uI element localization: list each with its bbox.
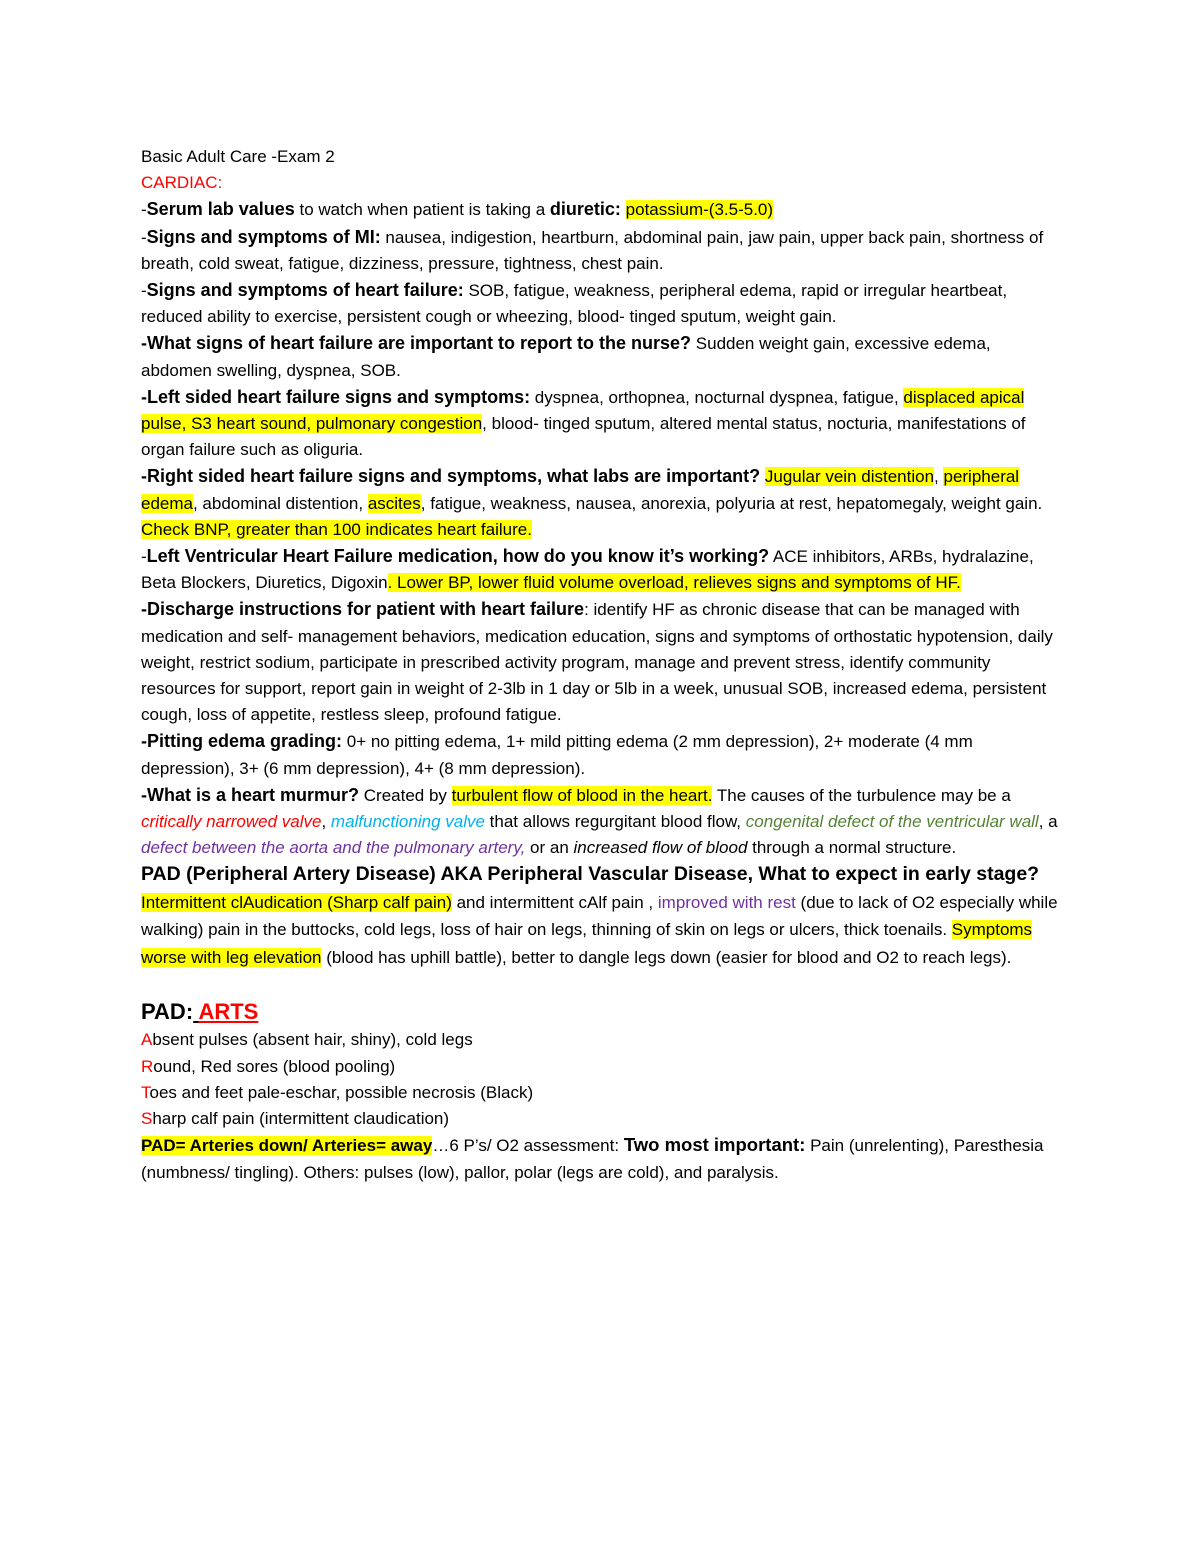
highlight-potassium: potassium-(3.5-5.0) — [625, 200, 774, 220]
paragraph-pitting-edema — [141, 728, 1066, 781]
arts-item-t — [141, 1080, 1066, 1106]
paragraph-hf-symptoms — [141, 277, 1066, 330]
paragraph-pad-summary — [141, 1132, 1066, 1185]
text: and intermittent cAlf pain , — [451, 892, 658, 912]
label-diuretic: diuretic: — [549, 199, 621, 220]
text: harp calf pain (intermittent claudication) — [152, 1109, 450, 1129]
highlight-turbulent-flow: turbulent flow of blood in the heart. — [451, 785, 713, 805]
cause-narrowed-valve: critically narrowed valve — [141, 812, 322, 832]
label-murmur: -What is a heart murmur? — [141, 784, 360, 805]
text: - — [141, 547, 147, 567]
document-body — [141, 144, 1066, 1186]
text: bsent pulses (absent hair, shiny), cold legs — [152, 1030, 473, 1050]
text: T — [141, 1082, 150, 1102]
text: ACE inhibitors, ARBs, hydralazine, Beta Blockers, Diuretics, Digoxin — [141, 547, 1034, 593]
paragraph-left-hf — [141, 384, 1066, 464]
paragraph-lvhf-medication — [141, 543, 1066, 596]
arts-acronym: ARTS — [198, 999, 259, 1025]
arts-item-a — [141, 1027, 1066, 1053]
text: PAD: — [141, 999, 194, 1025]
text: Sudden weight gain, excessive edema, abdomen swelling, dyspnea, SOB. — [141, 334, 991, 380]
label-report: -What signs of heart failure are important to report to the nurse? — [141, 333, 692, 354]
text: nausea, indigestion, heartburn, abdominal pain, jaw pain, upper back pain, shortness of breath, cold sweat, fatigue, dizziness, pressure, tightness, chest pain. — [141, 227, 1044, 273]
cause-malfunctioning-valve: malfunctioning valve — [330, 812, 485, 832]
highlight-lvhf-working: . Lower BP, lower fluid volume overload, relieves signs and symptoms of HF. — [387, 573, 961, 593]
section-heading-cardiac: CARDIAC: — [141, 173, 223, 193]
text: The causes of the turbulence may be a — [712, 785, 1011, 805]
paragraph-heart-murmur — [141, 782, 1066, 862]
text: 0+ no pitting edema, 1+ mild pitting edema (2 mm depression), 2+ moderate (4 mm depression), 3+ (6 mm depression), 4+ (8 mm depression). — [141, 732, 973, 778]
paragraph-pad — [141, 861, 1066, 971]
text: , blood- tinged sputum, altered mental status, nocturia, manifestations of organ failure such as oliguria. — [141, 414, 1026, 460]
text: - — [141, 281, 147, 301]
text: - — [141, 227, 147, 247]
paragraph-report-signs — [141, 330, 1066, 383]
highlight-peripheral-edema: peripheral edema — [141, 467, 1020, 513]
text: , abdominal distention, — [192, 493, 368, 513]
arts-item-s — [141, 1106, 1066, 1132]
highlight-ascites: ascites — [367, 493, 421, 513]
text: : identify HF as chronic disease that can be managed with medication and self- management behaviors, medication education, signs and symptoms of orthostatic hypotension, daily weight, restrict sodium, participate in prescribed activity program, manage and prevent stress, identify community resources for support, report gain in weight of 2-3lb in 1 day or 5lb in a week, unusual SOB, increased edema, persistent cough, loss of appetite, restless sleep, profound fatigue. — [141, 600, 1053, 725]
text-improved-with-rest: improved with rest — [657, 892, 796, 912]
text: , a — [1038, 812, 1058, 832]
label-pad: PAD (Peripheral Artery Disease) AKA Peripheral Vascular Disease, What to expect in early stage? — [141, 863, 1040, 886]
text: , fatigue, weakness, nausea, anorexia, polyuria at rest, hepatomegaly, weight gain. — [420, 493, 1043, 513]
text: ound, Red sores (blood pooling) — [153, 1056, 396, 1076]
cause-aorta-defect: defect between the aorta and the pulmonary artery, — [141, 838, 526, 858]
label-discharge: -Discharge instructions for patient with heart failure — [141, 599, 585, 620]
text: , — [934, 467, 944, 487]
text: - — [141, 200, 147, 220]
highlight-jvd: Jugular vein distention — [764, 467, 935, 487]
text: R — [141, 1056, 154, 1076]
text: oes and feet pale-eschar, possible necrosis (Black) — [149, 1082, 534, 1102]
arts-item-r — [141, 1054, 1066, 1080]
text: A — [141, 1030, 153, 1050]
label-lvhf: Left Ventricular Heart Failure medication, how do you know it’s working? — [146, 546, 770, 567]
text — [621, 200, 626, 219]
highlight-claudication: Intermittent clAudication (Sharp calf pain) — [141, 892, 452, 912]
label-pitting: -Pitting edema grading: — [141, 731, 343, 752]
label-left-hf: -Left sided heart failure signs and symptoms: — [141, 386, 531, 407]
paragraph-serum-lab — [141, 196, 1066, 223]
heading-pad-arts — [141, 997, 1066, 1027]
highlight-bnp: Check BNP, greater than 100 indicates heart failure. — [141, 519, 532, 539]
cause-increased-flow: increased flow of blood — [573, 838, 748, 858]
paragraph-discharge — [141, 596, 1066, 728]
document-title: Basic Adult Care -Exam 2 — [141, 147, 335, 166]
label-mi: Signs and symptoms of MI: — [146, 226, 381, 247]
text: through a normal structure. — [747, 838, 957, 858]
text: (blood has uphill battle), better to dangle legs down (easier for blood and O2 to reach legs). — [321, 947, 1012, 967]
label-hf: Signs and symptoms of heart failure: — [146, 280, 464, 301]
text: SOB, fatigue, weakness, peripheral edema, rapid or irregular heartbeat, reduced ability to exercise, persistent cough or wheezing, blood- tinged sputum, weight gain. — [141, 281, 1008, 327]
highlight-pad-arteries: PAD= Arteries down/ Arteries= away — [141, 1136, 433, 1156]
text: (due to lack of O2 especially while walking) pain in the buttocks, cold legs, loss of hair on legs, thinning of skin on legs or ulcers, thick toenails. — [141, 892, 1058, 940]
paragraph-right-hf — [141, 463, 1066, 543]
highlight-leg-elevation: Symptoms worse with leg elevation — [141, 920, 1033, 967]
text: or an — [525, 838, 574, 858]
label-serum-lab: Serum lab values — [146, 199, 295, 220]
text: Pain (unrelenting), Paresthesia (numbness/ tingling). Others: pulses (low), pallor, polar (legs are cold), and paralysis. — [141, 1136, 1044, 1182]
highlight-left-hf: displaced apical pulse, S3 heart sound, pulmonary congestion — [141, 387, 1025, 434]
text: that allows regurgitant blood flow, — [484, 812, 746, 832]
text: S — [141, 1109, 153, 1129]
label-right-hf: -Right sided heart failure signs and symptoms, what labs are important? — [141, 466, 761, 487]
cause-congenital-defect: congenital defect of the ventricular wall — [745, 812, 1039, 832]
label-two-most-important: Two most important: — [623, 1134, 806, 1156]
text: …6 P’s/ O2 assessment: — [432, 1136, 624, 1156]
text: , — [321, 812, 331, 832]
text: Created by — [359, 785, 452, 805]
text: to watch when patient is taking a — [294, 200, 550, 220]
text: dyspnea, orthopnea, nocturnal dyspnea, fatigue, — [530, 387, 904, 407]
paragraph-mi-symptoms — [141, 224, 1066, 277]
